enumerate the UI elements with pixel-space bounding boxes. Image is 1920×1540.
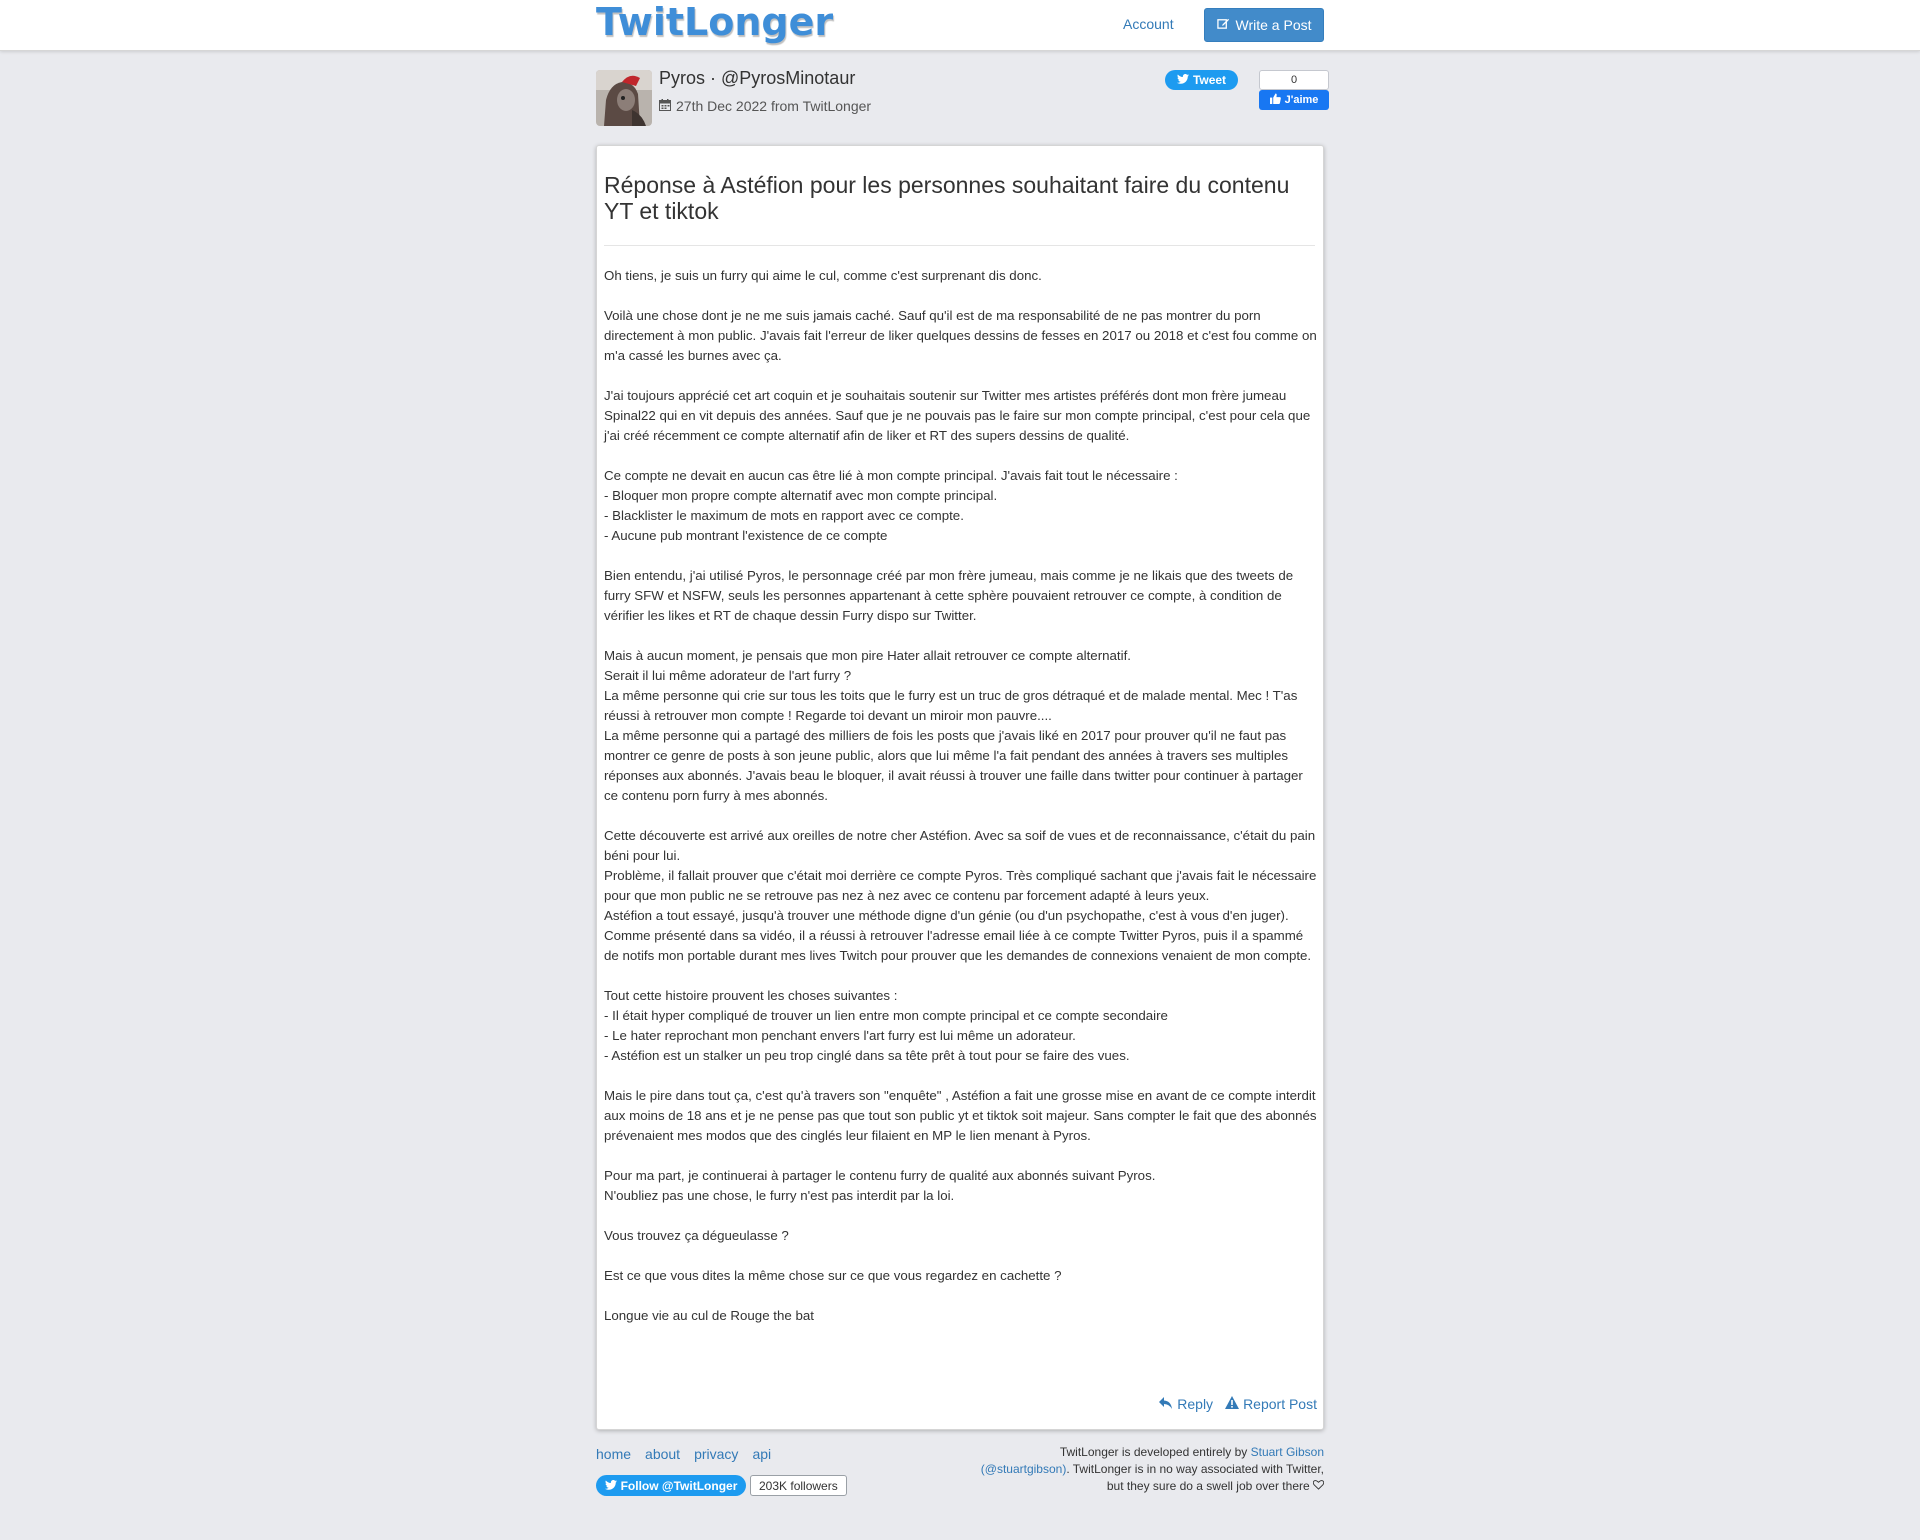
footer-link-privacy[interactable]: privacy bbox=[694, 1446, 739, 1462]
follow-label: Follow @TwitLonger bbox=[620, 1478, 738, 1493]
post-line: - Le hater reprochant mon penchant envers l'art furry est lui même un adorateur. bbox=[604, 1028, 1076, 1043]
post-date bbox=[659, 98, 871, 114]
reply-link[interactable] bbox=[1159, 1396, 1213, 1412]
post-line: Vous trouvez ça dégueulasse ? bbox=[604, 1228, 789, 1243]
post-paragraph bbox=[604, 1086, 1320, 1146]
post-date-text: 27th Dec 2022 from TwitLonger bbox=[676, 98, 872, 114]
footer-link-api[interactable]: api bbox=[752, 1446, 772, 1462]
thumbs-up-icon bbox=[1270, 93, 1281, 107]
post-line: Comme présenté dans sa vidéo, il a réussi à retrouver l'adresse email liée à ce compte Twitter Pyros, puis il a spammé de notifs mon portable durant mes lives Twitch pour prouver que les demandes de connexions venaient de mon compte. bbox=[604, 928, 1312, 963]
post-paragraph bbox=[604, 386, 1320, 446]
post-paragraph bbox=[604, 986, 1320, 1066]
author-name[interactable]: Pyros · @PyrosMinotaur bbox=[659, 68, 856, 88]
post-line: Cette découverte est arrivé aux oreilles de notre cher Astéfion. Avec sa soif de vues et de reconnaissance, c'était du pain béni pour lui. bbox=[604, 828, 1316, 863]
twitter-bird-icon bbox=[605, 1479, 617, 1493]
post-line: Pour ma part, je continuerai à partager le contenu furry de qualité aux abonnés suivant Pyros. bbox=[604, 1168, 1156, 1183]
post-line: Oh tiens, je suis un furry qui aime le cul, comme c'est surprenant dis donc. bbox=[604, 268, 1042, 283]
credit-prefix: TwitLonger is developed entirely by bbox=[1059, 1445, 1251, 1459]
post-paragraph bbox=[604, 1266, 1320, 1286]
twitlonger-logo[interactable]: TwitLonger bbox=[596, 0, 834, 44]
post-line: Mais à aucun moment, je pensais que mon pire Hater allait retrouver ce compte alternatif. bbox=[604, 648, 1131, 663]
post-line: Serait il lui même adorateur de l'art furry ? bbox=[604, 668, 852, 683]
followers-count[interactable]: 203K followers bbox=[750, 1475, 847, 1496]
post-line: N'oubliez pas une chose, le furry n'est pas interdit par la loi. bbox=[604, 1188, 955, 1203]
stuartgibson-handle-link[interactable]: (@stuartgibson) bbox=[980, 1462, 1067, 1476]
report-post-label: Report Post bbox=[1243, 1396, 1317, 1412]
post-body bbox=[604, 266, 1320, 1346]
post-line: - Astéfion est un stalker un peu trop cinglé dans sa tête prêt à tout pour se faire des vues. bbox=[604, 1048, 1130, 1063]
stuart-gibson-link[interactable]: Stuart Gibson bbox=[1250, 1445, 1324, 1459]
facebook-like-button[interactable] bbox=[1259, 90, 1329, 110]
post-line: Est ce que vous dites la même chose sur ce que vous regardez en cachette ? bbox=[604, 1268, 1062, 1283]
tweet-label: Tweet bbox=[1192, 73, 1227, 87]
post-line: - Il était hyper compliqué de trouver un lien entre mon compte principal et ce compte secondaire bbox=[604, 1008, 1168, 1023]
post-line: J'ai toujours apprécié cet art coquin et je souhaitais soutenir sur Twitter mes artistes préférés dont mon frère jumeau Spinal22 qui en vit depuis des années. Sauf que je ne pouvais pas le faire sur mon compte principal, c'est pour cela que j'ai créé récemment ce compte alternatif afin de liker et RT des supers dessins de qualité. bbox=[604, 388, 1311, 443]
footer-credits bbox=[924, 1444, 1324, 1495]
calendar-icon bbox=[659, 98, 671, 114]
reply-label: Reply bbox=[1177, 1396, 1214, 1412]
tweet-button[interactable] bbox=[1165, 70, 1238, 90]
post-line: Astéfion a tout essayé, jusqu'à trouver une méthode digne d'un génie (ou d'un psychopathe, c'est à vous d'en juger). bbox=[604, 908, 1289, 923]
post-line: Ce compte ne devait en aucun cas être lié à mon compte principal. J'avais fait tout le nécessaire : bbox=[604, 468, 1178, 483]
top-navbar bbox=[0, 0, 1920, 51]
post-line: - Bloquer mon propre compte alternatif avec mon compte principal. bbox=[604, 488, 998, 503]
facebook-like-count: 0 bbox=[1259, 70, 1329, 90]
post-line: Longue vie au cul de Rouge the bat bbox=[604, 1308, 814, 1323]
post-line: - Blacklister le maximum de mots en rapport avec ce compte. bbox=[604, 508, 964, 523]
footer-link-home[interactable]: home bbox=[596, 1446, 632, 1462]
post-paragraph bbox=[604, 1166, 1320, 1206]
facebook-like-label: J'aime bbox=[1284, 94, 1319, 106]
post-title: Réponse à Astéfion pour les personnes souhaitant faire du contenu YT et tiktok bbox=[604, 172, 1290, 224]
pencil-icon bbox=[1217, 17, 1230, 33]
post-line: Problème, il fallait prouver que c'était moi derrière ce compte Pyros. Très compliqué sachant que j'avais fait le nécessaire pour que mon public ne se retrouve pas nez à nez avec ce contenu par forcement adapté à leurs yeux. bbox=[604, 868, 1317, 903]
write-post-label: Write a Post bbox=[1235, 17, 1312, 33]
title-divider bbox=[604, 245, 1315, 246]
post-line: La même personne qui crie sur tous les toits que le furry est un truc de gros détraqué et de malade mental. Mec ! T'as réussi à retrouver mon compte ! Regarde toi devant un miroir mon pauvre.... bbox=[604, 688, 1298, 723]
post-line: La même personne qui a partagé des milliers de fois les posts que j'avais liké en 2017 pour prouver qu'il ne faut pas montrer ce genre de posts à son jeune public, alors que lui même l'a fait pendant des années à travers ses multiples réponses aux abonnés. J'avais beau le bloquer, il avait réussi à trouver une faille dans twitter pour continuer à partager ce contenu porn furry à mes abonnés. bbox=[604, 728, 1303, 803]
post-line: Tout cette histoire prouvent les choses suivantes : bbox=[604, 988, 898, 1003]
post-paragraph bbox=[604, 646, 1320, 806]
post-paragraph bbox=[604, 566, 1320, 626]
facebook-like-widget bbox=[1259, 70, 1329, 110]
post-panel bbox=[596, 145, 1324, 1430]
warning-icon bbox=[1225, 1396, 1239, 1412]
heart-icon bbox=[1313, 1479, 1324, 1493]
report-post-link[interactable] bbox=[1225, 1396, 1317, 1412]
post-paragraph bbox=[604, 1306, 1320, 1326]
post-paragraph bbox=[604, 1226, 1320, 1246]
twitter-bird-icon bbox=[1177, 73, 1189, 87]
post-line: Bien entendu, j'ai utilisé Pyros, le personnage créé par mon frère jumeau, mais comme je ne likais que des tweets de furry SFW et NSFW, seuls les personnes appartenant à cette sphère pouvaient retrouver ce compte, à condition de vérifier les likes et RT de chaque dessin Furry dispo sur Twitter. bbox=[604, 568, 1294, 623]
post-paragraph bbox=[604, 466, 1320, 546]
write-post-button[interactable] bbox=[1204, 8, 1324, 42]
post-paragraph bbox=[604, 306, 1320, 366]
footer-links bbox=[596, 1446, 771, 1462]
post-line: Voilà une chose dont je ne me suis jamais caché. Sauf qu'il est de ma responsabilité de ne pas montrer du porn directement à mon public. J'avais fait l'erreur de liker quelques dessins de fesses en 2017 ou 2018 et c'est fou comme on m'a cassé les burnes avec ça. bbox=[604, 308, 1317, 363]
post-actions bbox=[1159, 1396, 1317, 1412]
account-link[interactable]: Account bbox=[1123, 16, 1174, 32]
post-paragraph bbox=[604, 266, 1320, 286]
credit-suffix: . TwitLonger is in no way associated with Twitter, bbox=[1066, 1462, 1324, 1476]
footer-link-about[interactable]: about bbox=[645, 1446, 681, 1462]
post-paragraph bbox=[604, 826, 1320, 966]
credit-line-3: but they sure do a swell job over there bbox=[1106, 1479, 1310, 1493]
post-line: - Aucune pub montrant l'existence de ce compte bbox=[604, 528, 888, 543]
post-line: Mais le pire dans tout ça, c'est qu'à travers son "enquête" , Astéfion a fait une grosse mise en avant de ce compte interdit aux moins de 18 ans et je ne pense pas que tout son public yt et tiktok soit majeur. Sans compter le fait que des abonnés prévenaient mes modos que des cinglés leur filaient en MP le lien menant à Pyros. bbox=[604, 1088, 1317, 1143]
follow-twitlonger-button[interactable] bbox=[596, 1475, 746, 1496]
reply-icon bbox=[1159, 1396, 1173, 1412]
author-avatar[interactable] bbox=[596, 70, 652, 126]
